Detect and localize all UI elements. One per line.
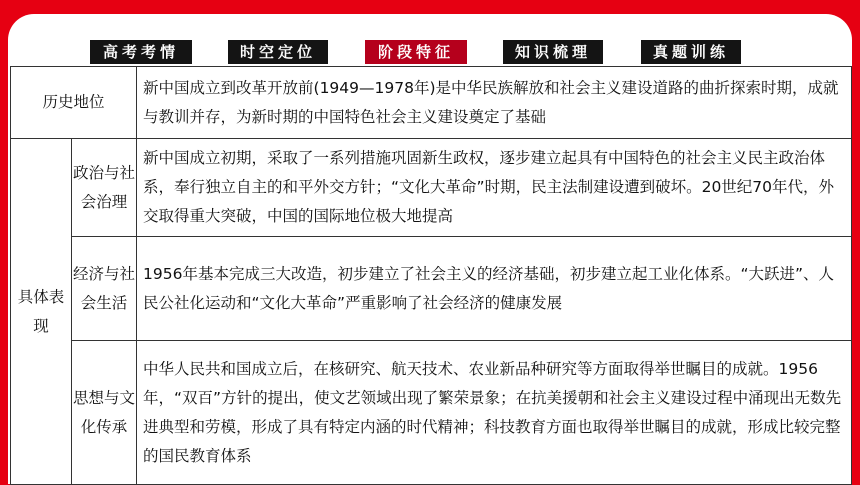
group-label-specific: 具体表现 [11, 139, 72, 485]
tab-exam-practice[interactable]: 真题训练 [641, 40, 741, 64]
row-content-history-position: 新中国成立到改革开放前(1949—1978年)是中华民族解放和社会主义建设道路的曲折探索时期，成就与教训并存，为新时期的中国特色社会主义建设奠定了基础 [137, 67, 852, 139]
stage-feature-table [10, 66, 852, 485]
row-content-politics: 新中国成立初期，采取了一系列措施巩固新生政权，逐步建立起具有中国特色的社会主义民主政治体系，奉行独立自主的和平外交方针；“文化大革命”时期，民主法制建设遭到破坏。20世纪70年代，外交取得重大突破，中国的国际地位极大地提高 [137, 139, 852, 237]
table-row [11, 139, 852, 237]
row-content-economy: 1956年基本完成三大改造，初步建立了社会主义的经济基础，初步建立起工业化体系。“大跃进”、人民公社化运动和“文化大革命”严重影响了社会经济的健康发展 [137, 237, 852, 341]
tab-exam-overview[interactable]: 高考考情 [90, 40, 192, 64]
row-label-history-position: 历史地位 [11, 67, 137, 139]
table-row [11, 341, 852, 485]
table-row [11, 67, 852, 139]
row-content-culture: 中华人民共和国成立后，在核研究、航天技术、农业新品种研究等方面取得举世瞩目的成就。1956年，“双百”方针的提出，使文艺领域出现了繁荣景象；在抗美援朝和社会主义建设过程中涌现出无数先进典型和劳模，形成了具有特定内涵的时代精神；科技教育方面也取得举世瞩目的成就，形成比较完整的国民教育体系 [137, 341, 852, 485]
tab-bar [0, 40, 860, 64]
row-label-culture: 思想与文化传承 [72, 341, 137, 485]
row-label-economy: 经济与社会生活 [72, 237, 137, 341]
tab-time-space[interactable]: 时空定位 [228, 40, 328, 64]
tab-stage-features[interactable]: 阶段特征 [365, 40, 467, 64]
row-label-politics: 政治与社会治理 [72, 139, 137, 237]
table-row [11, 237, 852, 341]
tab-knowledge[interactable]: 知识梳理 [503, 40, 603, 64]
